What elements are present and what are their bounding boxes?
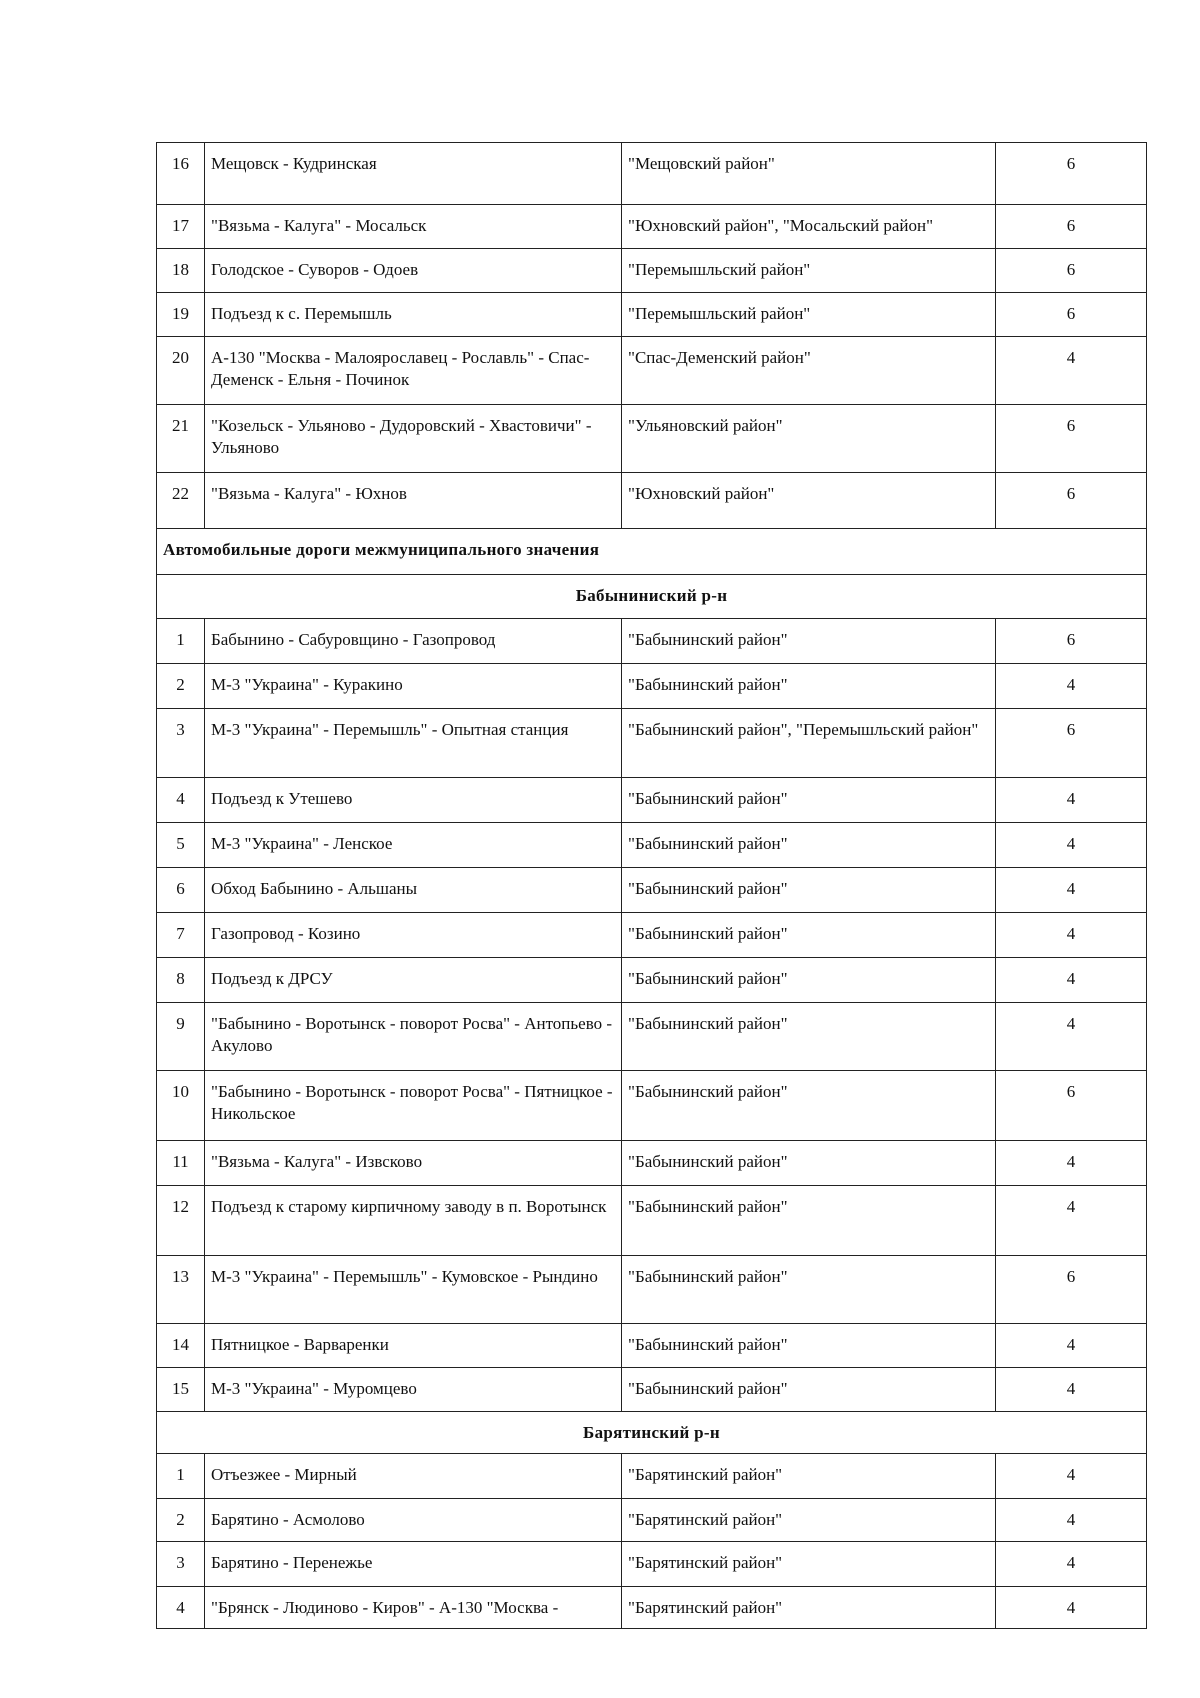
district-header-row <box>157 1412 1147 1454</box>
row-number: 21 <box>157 405 205 473</box>
row-value: 6 <box>996 205 1147 249</box>
road-name: "Бабынино - Воротынск - поворот Росва" - Антопьево - Акулово <box>205 1003 622 1071</box>
road-name: "Брянск - Людиново - Киров" - А-130 "Москва - <box>205 1587 622 1629</box>
road-name: Подъезд к старому кирпичному заводу в п. Воротынск <box>205 1186 622 1256</box>
row-value: 4 <box>996 868 1147 913</box>
row-number: 2 <box>157 664 205 709</box>
table-row <box>157 1587 1147 1629</box>
road-name: М-3 "Украина" - Ленское <box>205 823 622 868</box>
row-value: 6 <box>996 1256 1147 1324</box>
row-number: 4 <box>157 778 205 823</box>
table-row <box>157 249 1147 293</box>
row-value: 4 <box>996 1454 1147 1499</box>
row-number: 1 <box>157 619 205 664</box>
row-value: 6 <box>996 249 1147 293</box>
district-name: "Бабынинский район" <box>622 1141 996 1186</box>
table-row <box>157 1542 1147 1587</box>
road-name: "Вязьма - Калуга" - Мосальск <box>205 205 622 249</box>
district-header-row <box>157 575 1147 619</box>
district-name: "Бабынинский район" <box>622 619 996 664</box>
district-name: "Бабынинский район" <box>622 1368 996 1412</box>
row-value: 4 <box>996 1003 1147 1071</box>
district-name: "Бабынинский район" <box>622 1071 996 1141</box>
district-name: "Юхновский район", "Мосальский район" <box>622 205 996 249</box>
row-number: 11 <box>157 1141 205 1186</box>
district-name: "Бабынинский район", "Перемышльский район" <box>622 709 996 778</box>
table-row <box>157 1003 1147 1071</box>
district-name: "Бабынинский район" <box>622 1003 996 1071</box>
row-value: 4 <box>996 778 1147 823</box>
table-row <box>157 293 1147 337</box>
row-value: 4 <box>996 1587 1147 1629</box>
district-name: "Барятинский район" <box>622 1542 996 1587</box>
road-name: Подъезд к Утешево <box>205 778 622 823</box>
row-value: 6 <box>996 293 1147 337</box>
table-row <box>157 405 1147 473</box>
row-value: 6 <box>996 709 1147 778</box>
road-name: "Вязьма - Калуга" - Юхнов <box>205 473 622 529</box>
table-row <box>157 1454 1147 1499</box>
row-number: 1 <box>157 1454 205 1499</box>
road-name: М-3 "Украина" - Перемышль" - Кумовское - Рындино <box>205 1256 622 1324</box>
table-row <box>157 958 1147 1003</box>
row-number: 16 <box>157 143 205 205</box>
roads-table <box>156 142 1147 1629</box>
table-row <box>157 913 1147 958</box>
row-number: 6 <box>157 868 205 913</box>
table-row <box>157 1324 1147 1368</box>
road-name: Подъезд к ДРСУ <box>205 958 622 1003</box>
row-number: 8 <box>157 958 205 1003</box>
road-name: Отъезжее - Мирный <box>205 1454 622 1499</box>
row-number: 10 <box>157 1071 205 1141</box>
road-name: Обход Бабынино - Альшаны <box>205 868 622 913</box>
table-row <box>157 1368 1147 1412</box>
table-row <box>157 1186 1147 1256</box>
table-row <box>157 1256 1147 1324</box>
row-number: 17 <box>157 205 205 249</box>
district-name: "Спас-Деменский район" <box>622 337 996 405</box>
roads-table-body <box>157 143 1147 1629</box>
row-number: 4 <box>157 1587 205 1629</box>
table-row <box>157 664 1147 709</box>
district-name: "Бабынинский район" <box>622 664 996 709</box>
district-name: "Бабынинский район" <box>622 958 996 1003</box>
road-name: Газопровод - Козино <box>205 913 622 958</box>
road-name: Пятницкое - Варваренки <box>205 1324 622 1368</box>
road-name: Барятино - Асмолово <box>205 1499 622 1542</box>
table-row <box>157 143 1147 205</box>
row-number: 18 <box>157 249 205 293</box>
row-value: 4 <box>996 1368 1147 1412</box>
district-name: "Бабынинский район" <box>622 778 996 823</box>
district-name: "Бабынинский район" <box>622 868 996 913</box>
row-number: 14 <box>157 1324 205 1368</box>
district-name: "Бабынинский район" <box>622 1186 996 1256</box>
table-row <box>157 337 1147 405</box>
district-name: "Юхновский район" <box>622 473 996 529</box>
road-name: "Козельск - Ульяново - Дудоровский - Хвастовичи" - Ульяново <box>205 405 622 473</box>
row-value: 4 <box>996 1542 1147 1587</box>
row-number: 13 <box>157 1256 205 1324</box>
row-value: 6 <box>996 405 1147 473</box>
row-number: 2 <box>157 1499 205 1542</box>
row-number: 9 <box>157 1003 205 1071</box>
district-name: "Ульяновский район" <box>622 405 996 473</box>
table-row <box>157 473 1147 529</box>
row-number: 20 <box>157 337 205 405</box>
road-name: Голодское - Суворов - Одоев <box>205 249 622 293</box>
row-value: 4 <box>996 1499 1147 1542</box>
district-name: "Бабынинский район" <box>622 913 996 958</box>
road-name: "Вязьма - Калуга" - Извсково <box>205 1141 622 1186</box>
row-number: 5 <box>157 823 205 868</box>
district-title: Барятинский р-н <box>157 1412 1147 1454</box>
district-name: "Бабынинский район" <box>622 1256 996 1324</box>
row-value: 6 <box>996 143 1147 205</box>
row-value: 4 <box>996 664 1147 709</box>
row-number: 3 <box>157 709 205 778</box>
road-name: Подъезд к с. Перемышль <box>205 293 622 337</box>
district-name: "Перемышльский район" <box>622 293 996 337</box>
row-value: 4 <box>996 1186 1147 1256</box>
table-row <box>157 823 1147 868</box>
table-row <box>157 709 1147 778</box>
road-name: "Бабынино - Воротынск - поворот Росва" - Пятницкое - Никольское <box>205 1071 622 1141</box>
row-value: 4 <box>996 1324 1147 1368</box>
district-name: "Барятинский район" <box>622 1587 996 1629</box>
row-value: 4 <box>996 823 1147 868</box>
table-row <box>157 1499 1147 1542</box>
district-name: "Барятинский район" <box>622 1499 996 1542</box>
table-row <box>157 868 1147 913</box>
district-name: "Барятинский район" <box>622 1454 996 1499</box>
row-value: 4 <box>996 958 1147 1003</box>
row-number: 3 <box>157 1542 205 1587</box>
table-row <box>157 1141 1147 1186</box>
road-name: А-130 "Москва - Малоярославец - Рославль" - Спас-Деменск - Ельня - Починок <box>205 337 622 405</box>
row-value: 4 <box>996 1141 1147 1186</box>
section-title: Автомобильные дороги межмуниципального значения <box>157 529 1147 575</box>
district-name: "Перемышльский район" <box>622 249 996 293</box>
row-value: 6 <box>996 619 1147 664</box>
row-number: 22 <box>157 473 205 529</box>
district-name: "Бабынинский район" <box>622 1324 996 1368</box>
table-row <box>157 205 1147 249</box>
row-value: 4 <box>996 913 1147 958</box>
table-row <box>157 619 1147 664</box>
row-number: 12 <box>157 1186 205 1256</box>
section-header-row <box>157 529 1147 575</box>
row-number: 19 <box>157 293 205 337</box>
table-row <box>157 1071 1147 1141</box>
district-title: Бабыниниский р-н <box>157 575 1147 619</box>
row-value: 4 <box>996 337 1147 405</box>
row-value: 6 <box>996 473 1147 529</box>
row-number: 15 <box>157 1368 205 1412</box>
road-name: М-3 "Украина" - Муромцево <box>205 1368 622 1412</box>
road-name: М-3 "Украина" - Перемышль" - Опытная станция <box>205 709 622 778</box>
district-name: "Бабынинский район" <box>622 823 996 868</box>
row-value: 6 <box>996 1071 1147 1141</box>
road-name: М-3 "Украина" - Куракино <box>205 664 622 709</box>
road-name: Мещовск - Кудринская <box>205 143 622 205</box>
table-row <box>157 778 1147 823</box>
district-name: "Мещовский район" <box>622 143 996 205</box>
road-name: Барятино - Перенежье <box>205 1542 622 1587</box>
row-number: 7 <box>157 913 205 958</box>
road-name: Бабынино - Сабуровщино - Газопровод <box>205 619 622 664</box>
